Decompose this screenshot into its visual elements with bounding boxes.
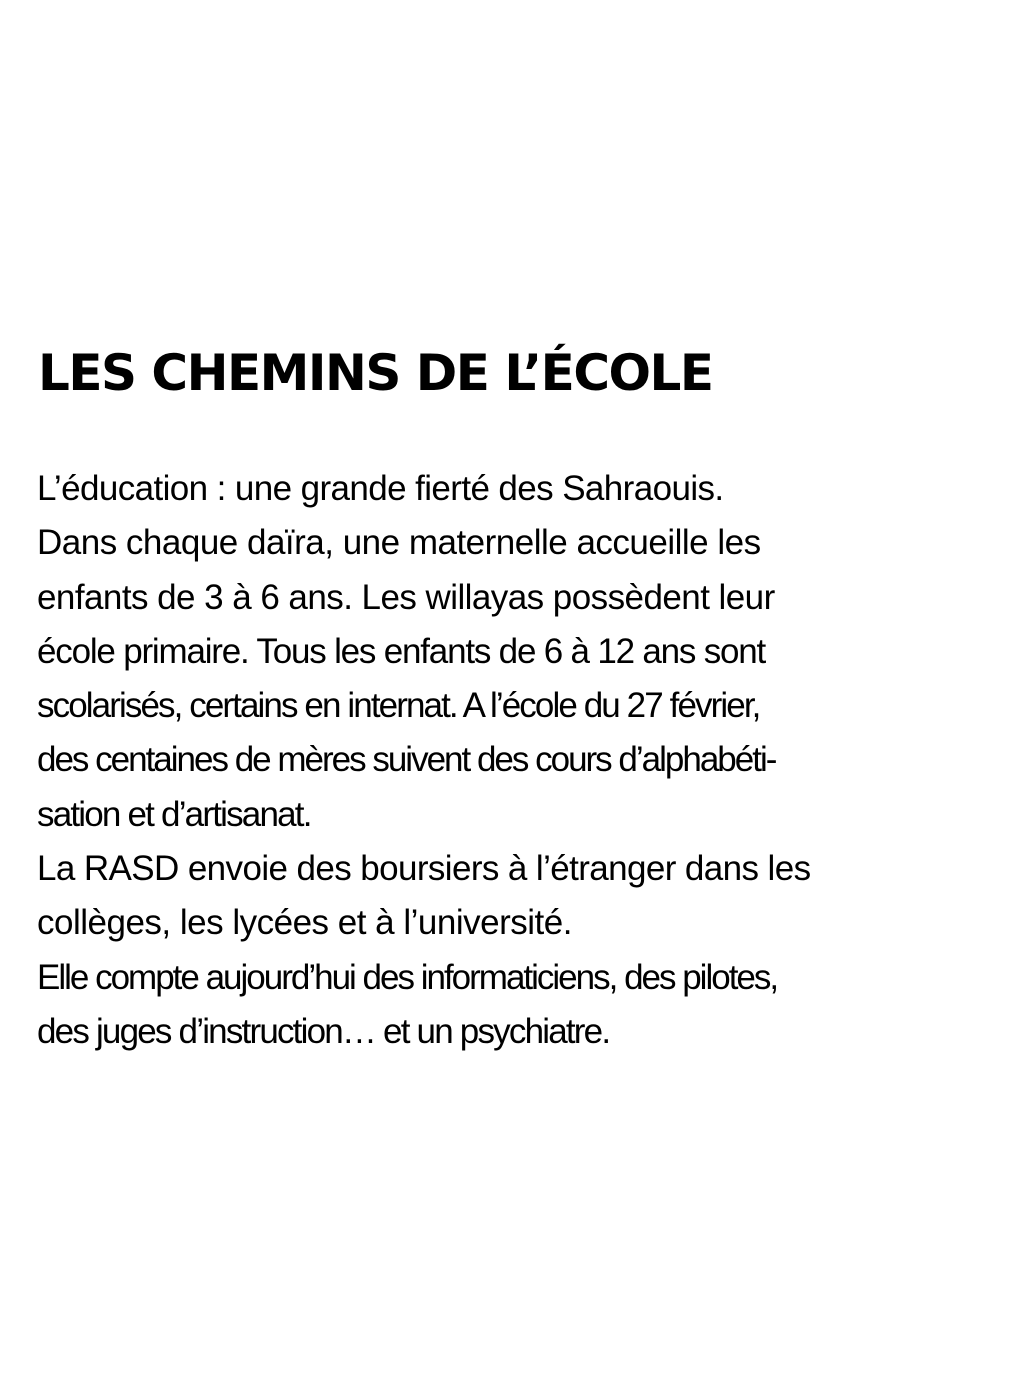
body-line: des juges d’instruction… et un psychiatre. xyxy=(37,1011,610,1051)
body-line: Elle compte aujourd’hui des informaticiens, des pilotes, xyxy=(37,957,778,997)
body-line: L’éducation : une grande fierté des Sahraouis. xyxy=(37,469,724,508)
body-line: école primaire. Tous les enfants de 6 à 12 ans sont xyxy=(37,631,766,671)
body-line: scolarisés, certains en internat. A l’école du 27 février, xyxy=(37,686,760,726)
article-title: LES CHEMINS DE L’ÉCOLE xyxy=(38,344,713,402)
body-line: des centaines de mères suivent des cours d’alphabéti- xyxy=(37,740,776,780)
body-line: La RASD envoie des boursiers à l’étranger dans les xyxy=(37,849,811,889)
article-body xyxy=(37,462,997,1059)
body-line: Dans chaque daïra, une maternelle accueille les xyxy=(37,523,761,563)
body-line: sation et d’artisanat. xyxy=(37,794,311,834)
body-line: enfants de 3 à 6 ans. Les willayas possèdent leur xyxy=(37,577,775,617)
body-line: collèges, les lycées et à l’université. xyxy=(37,903,572,943)
